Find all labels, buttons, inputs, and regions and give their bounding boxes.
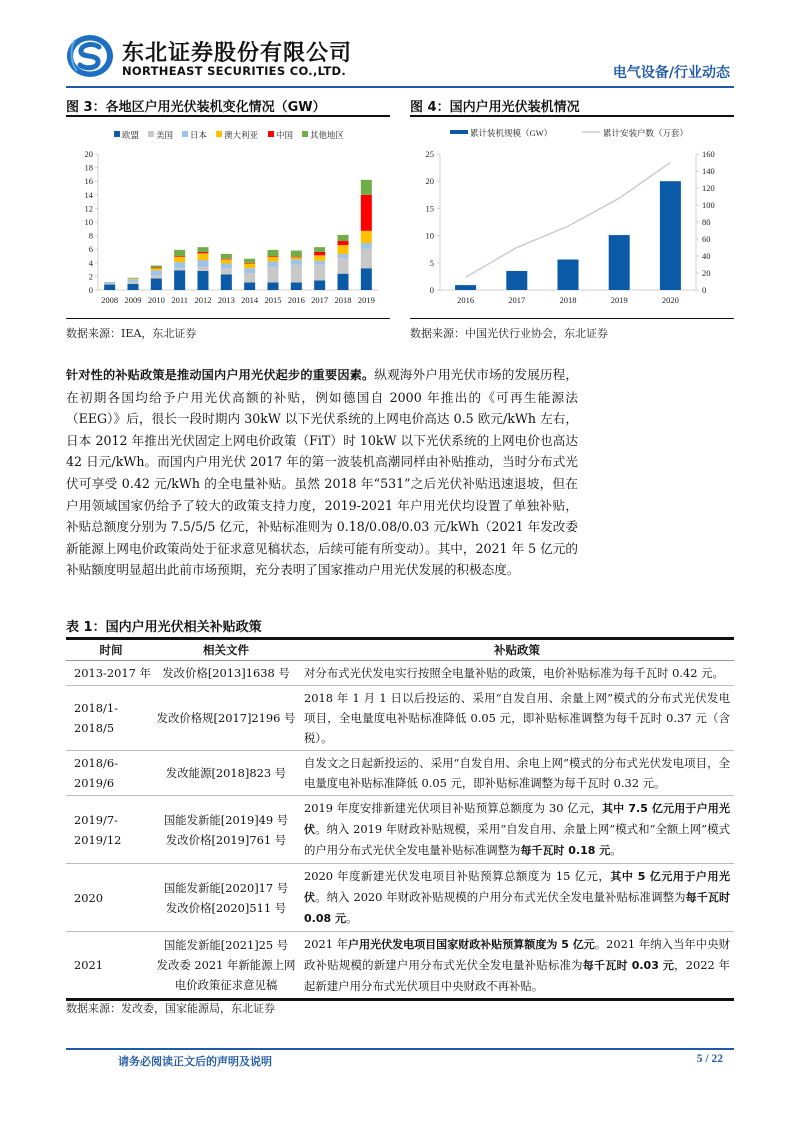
figure3-stacked-bar-chart — [66, 118, 390, 314]
legend-swatch-icon — [302, 131, 308, 137]
policy-text: 对分布式光伏发电实行按照全电量补贴的政策，电价补贴标准为每千瓦时 0.42 元。 — [304, 666, 724, 680]
legend-swatch-icon — [216, 131, 222, 137]
policy-highlight: 每千瓦时 0.03 元 — [582, 959, 675, 972]
document-reference: 发改能源[2018]823 号 — [165, 766, 287, 780]
cell-time: 2018/6-2019/6 — [66, 751, 156, 796]
bar-segment — [244, 259, 255, 263]
policy-highlight: 每千瓦时 0.18 元 — [520, 844, 611, 857]
bar-segment — [151, 278, 162, 290]
bar-segment — [198, 252, 209, 253]
page-number: 5 / 22 — [696, 1053, 723, 1065]
policy-text: 2021 年 — [304, 937, 349, 951]
bar-segment — [361, 249, 372, 269]
legend-label: 累计装机规模（GW） — [470, 128, 553, 138]
page-header — [66, 34, 734, 86]
bar-segment — [314, 247, 325, 252]
y-tick-label: 6 — [88, 244, 93, 255]
table-row — [66, 864, 734, 932]
document-reference: 国能发新能[2020]17 号 — [163, 880, 289, 895]
policy-text: ，2022 年起新建户用分布式光伏项目中央财政不再补贴。 — [304, 958, 730, 993]
bar-segment — [361, 180, 372, 195]
bar-segment — [338, 254, 349, 258]
bar-stack-2014 — [244, 259, 255, 290]
policy-highlight: 每千瓦时 0.08 元 — [304, 891, 731, 925]
figure4-source-rule — [410, 318, 734, 319]
column-header-policy: 补贴政策 — [296, 639, 734, 661]
legend-item — [302, 130, 345, 140]
bar-segment — [361, 268, 372, 290]
bar-segment — [338, 258, 349, 274]
legend-label: 澳大利亚 — [224, 130, 259, 140]
document-reference: 发改价格[2019]761 号 — [165, 832, 287, 847]
document-reference: 国能发新能[2021]25 号 — [163, 938, 289, 952]
cell-document — [156, 864, 296, 932]
x-tick-label: 2012 — [194, 295, 212, 305]
table-row — [66, 796, 734, 864]
bar-segment — [221, 259, 232, 260]
bar-segment — [151, 270, 162, 275]
figure3-source: 数据来源：IEA，东北证券 — [66, 327, 197, 340]
x-tick-label: 2011 — [171, 295, 189, 305]
y-tick-label: 15 — [425, 203, 434, 214]
table1-source: 数据来源：发改委，国家能源局，东北证券 — [66, 1002, 275, 1015]
bar-stack-2015 — [268, 250, 279, 290]
bar-segment — [128, 284, 139, 290]
document-reference: 发改价格[2020]511 号 — [165, 900, 287, 915]
bar-segment — [151, 268, 162, 269]
y2-tick-label: 60 — [702, 234, 711, 244]
legend-item — [582, 128, 688, 138]
x-tick-label: 2013 — [217, 295, 235, 305]
legend-item — [182, 130, 208, 140]
bar-stack-2019 — [361, 180, 372, 290]
cell-time: 2019/7-2019/12 — [66, 796, 156, 864]
policy-text: 。纳入 2020 年财政补贴规模的户用分布式光伏全发电量补贴标准调整为 — [315, 890, 686, 904]
legend-swatch-icon — [450, 130, 468, 134]
bar-segment — [221, 254, 232, 259]
bar-segment — [291, 265, 302, 283]
bar-segment — [221, 259, 232, 263]
bar-stack-2010 — [151, 266, 162, 290]
bar-segment — [174, 262, 185, 268]
legend-label: 欧盟 — [122, 130, 140, 140]
legend-item — [450, 128, 552, 138]
bar-segment — [104, 283, 115, 284]
bar-segment — [268, 267, 279, 283]
bar-stack-2011 — [174, 250, 185, 290]
legend-swatch-icon — [148, 131, 154, 137]
cell-document — [156, 686, 296, 751]
cell-time: 2020 — [66, 864, 156, 932]
bar-segment — [128, 278, 139, 279]
x-tick-label: 2017 — [508, 295, 526, 305]
bar-segment — [361, 243, 372, 248]
x-tick-label: 2017 — [311, 295, 329, 305]
bar-segment — [128, 278, 139, 279]
bar-segment — [221, 274, 232, 290]
legend-item — [148, 130, 174, 140]
x-tick-label: 2018 — [334, 295, 352, 305]
y-tick-label: 0 — [88, 285, 93, 295]
legend-swatch-icon — [268, 131, 274, 137]
legend-label: 日本 — [190, 130, 208, 140]
y2-tick-label: 0 — [702, 285, 707, 295]
bar-segment — [268, 256, 279, 257]
figure4-title-rule — [410, 115, 734, 117]
table-row — [66, 932, 734, 1000]
legend-swatch-icon — [114, 131, 120, 137]
bar-segment — [174, 268, 185, 270]
y-tick-label: 14 — [84, 189, 93, 200]
bar-segment — [151, 276, 162, 279]
bar-segment — [198, 267, 209, 271]
body-paragraph — [66, 364, 578, 581]
y-tick-label: 20 — [84, 149, 93, 159]
legend-label: 中国 — [276, 130, 294, 140]
legend-swatch-icon — [182, 131, 188, 137]
cell-document — [156, 796, 296, 864]
bar-stack-2017 — [314, 247, 325, 290]
bar-2019 — [609, 235, 630, 290]
policy-text: 。 — [610, 843, 622, 857]
table1-title: 表 1：国内户用光伏相关补贴政策 — [66, 620, 262, 635]
bar-segment — [198, 247, 209, 252]
y-tick-label: 5 — [429, 257, 434, 268]
bar-segment — [244, 263, 255, 268]
bar-segment — [268, 261, 279, 266]
bar-stack-2008 — [104, 282, 115, 290]
bar-segment — [198, 253, 209, 260]
y-tick-label: 12 — [84, 203, 93, 214]
bar-segment — [151, 266, 162, 268]
bar-segment — [151, 268, 162, 270]
bar-segment — [314, 280, 325, 290]
figure3-title-rule — [66, 115, 390, 117]
y-tick-label: 16 — [84, 176, 93, 187]
company-name-cn: 东北证券股份有限公司 — [122, 41, 353, 66]
y2-tick-label: 20 — [702, 268, 711, 278]
bar-2020 — [660, 181, 681, 290]
bar-segment — [128, 282, 139, 284]
x-tick-label: 2009 — [124, 295, 142, 305]
bar-2018 — [558, 260, 579, 290]
bar-stack-2013 — [221, 254, 232, 290]
cell-policy — [296, 751, 734, 796]
table-row — [66, 686, 734, 751]
bar-segment — [291, 257, 302, 259]
y-tick-label: 10 — [84, 217, 93, 227]
bar-segment — [291, 259, 302, 264]
legend-label: 其他地区 — [310, 130, 345, 140]
y2-tick-label: 160 — [702, 149, 715, 159]
bar-segment — [338, 245, 349, 254]
bar-segment — [198, 260, 209, 267]
x-tick-label: 2015 — [264, 295, 282, 305]
header-divider — [66, 86, 734, 88]
cell-time: 2013-2017 年 — [66, 661, 156, 686]
bar-2017 — [506, 271, 527, 290]
bar-segment — [198, 271, 209, 290]
bar-2016 — [455, 285, 476, 290]
footer-divider — [66, 1048, 734, 1050]
bar-stack-2009 — [128, 278, 139, 290]
x-tick-label: 2008 — [101, 295, 119, 305]
policy-highlight: 户用光伏发电项目国家财政补贴预算额度为 5 亿元 — [348, 938, 595, 951]
policy-text: 2019 年度安排新建光伏项目补贴预算总额度为 30 亿元， — [304, 801, 602, 815]
policy-text: 2020 年度新建光伏发电项目补贴预算总额度为 15 亿元， — [304, 869, 611, 883]
bar-segment — [104, 285, 115, 290]
bar-segment — [291, 251, 302, 257]
bar-segment — [338, 274, 349, 290]
x-tick-label: 2020 — [661, 295, 679, 305]
policy-text: 2018 年 1 月 1 日以后投运的、采用“自发自用、余量上网”模式的分布式光伏发电项目，全电量度电补贴标准降低 0.05 元，即补贴标准调整为每千瓦时 0.37 元（含税）。 — [304, 691, 730, 745]
y-tick-label: 18 — [84, 162, 93, 173]
cell-document — [156, 661, 296, 686]
table-row — [66, 751, 734, 796]
legend-item — [114, 130, 140, 140]
bar-segment — [244, 273, 255, 283]
figure4-title: 图 4：国内户用光伏装机情况 — [410, 100, 580, 115]
bar-segment — [268, 257, 279, 262]
cell-policy — [296, 932, 734, 1000]
y-tick-label: 8 — [88, 230, 93, 241]
document-reference: 国能发新能[2019]49 号 — [163, 812, 289, 827]
bar-segment — [244, 268, 255, 273]
y2-tick-label: 40 — [702, 251, 711, 261]
bar-segment — [221, 263, 232, 268]
bar-segment — [128, 279, 139, 282]
cell-policy — [296, 864, 734, 932]
figure3-source-rule — [66, 318, 390, 319]
table-header-row — [66, 639, 734, 661]
bar-segment — [338, 241, 349, 245]
policy-highlight: 其中 5 亿元用于户用光伏 — [304, 870, 730, 904]
policy-highlight: 其中 7.5 亿元用于户用光伏 — [304, 802, 730, 836]
cell-policy — [296, 686, 734, 751]
legend-label: 累计安装户数（万套） — [603, 128, 689, 138]
bar-segment — [291, 283, 302, 290]
x-tick-label: 2016 — [287, 295, 305, 305]
bar-stack-2018 — [338, 235, 349, 290]
column-header-document: 相关文件 — [156, 639, 296, 661]
policy-text: 。2021 年纳入当年中央财政补贴规模的新建户用分布式光伏全发电量补贴标准为 — [304, 937, 731, 972]
document-reference: 发改价格规[2017]2196 号 — [156, 711, 296, 725]
policy-text: 。 — [345, 911, 358, 925]
y2-tick-label: 140 — [702, 166, 715, 176]
bar-segment — [244, 263, 255, 264]
y-tick-label: 20 — [425, 176, 434, 187]
cell-policy — [296, 796, 734, 864]
paragraph-body: 纵观海外户用光伏市场的发展历程，在初期各国均给予户用光伏高额的补贴，例如德国自 2000 年推出的《可再生能源法（EEG）》后，很长一段时期内 30kW 以下光伏系统的上网电价高达 0.5 欧元/kWh 左右，日本 2012 年推出光伏固定上网电价政策（FiT）时 10kW 以下光伏系统的上网电价也高达 42 日元/kWh。而国内户用光伏 2017 年的第一波装机高潮同样由补贴推动，当时分布式光伏可享受 0.42 元/kWh 的全电量补贴。虽然 2018 年“531”之后光伏补贴迅速退坡，但在户用领域国家仍给予了较大的政策支持力度，2019-2021 年户用光伏均设置了单独补贴，补贴总额度分别为 7.5/5/5 亿元，补贴标准则为 0.18/0.08/0.03 元/kWh（2021 年发改委新能源上网电价政策尚处于征求意见稿状态，后续可能有所变动）。其中，2021 年 5 亿元的补贴额度明显超出此前市场预期，充分表明了国家推动户用光伏发展的积极态度。 — [66, 367, 579, 578]
bar-segment — [361, 195, 372, 231]
y-tick-label: 4 — [88, 257, 93, 268]
x-tick-label: 2018 — [559, 295, 577, 305]
y-tick-label: 0 — [429, 285, 434, 295]
bar-segment — [314, 255, 325, 260]
footer-disclaimer-note: 请务必阅读正文后的声明及说明 — [118, 1055, 272, 1068]
bar-segment — [268, 250, 279, 256]
y2-tick-label: 100 — [702, 200, 715, 210]
x-tick-label: 2019 — [610, 295, 628, 305]
bar-segment — [174, 256, 185, 257]
bar-segment — [174, 257, 185, 262]
cell-document — [156, 751, 296, 796]
document-reference: 发改价格[2013]1638 号 — [162, 666, 290, 680]
cell-time: 2021 — [66, 932, 156, 1000]
northeast-securities-logo-icon — [66, 34, 114, 78]
legend-label: 美国 — [156, 130, 174, 140]
company-name-en: NORTHEAST SECURITIES CO.,LTD. — [122, 64, 346, 78]
bar-segment — [314, 265, 325, 281]
bar-segment — [104, 284, 115, 285]
bar-segment — [268, 283, 279, 290]
bar-segment — [174, 270, 185, 290]
bar-segment — [244, 283, 255, 290]
x-tick-label: 2019 — [357, 295, 375, 305]
cell-policy — [296, 661, 734, 686]
y-tick-label: 25 — [425, 149, 434, 159]
figure3-title: 图 3：各地区户用光伏装机变化情况（GW） — [66, 100, 326, 115]
figure4-source: 数据来源：中国光伏行业协会，东北证券 — [410, 327, 608, 340]
x-tick-label: 2014 — [241, 295, 259, 305]
bar-segment — [361, 231, 372, 243]
policy-text: 自发文之日起新投运的、采用“自发自用、余电上网”模式的分布式光伏发电项目，全电量度电补贴标准降低 0.05 元，即补贴标准调整为每千瓦时 0.32 元。 — [304, 756, 730, 790]
column-header-time: 时间 — [66, 639, 156, 661]
bar-stack-2012 — [198, 247, 209, 290]
x-tick-label: 2010 — [147, 295, 165, 305]
y-tick-label: 2 — [88, 271, 93, 282]
cell-time: 2018/1-2018/5 — [66, 686, 156, 751]
y-tick-label: 10 — [425, 230, 434, 241]
bar-segment — [314, 261, 325, 265]
bar-segment — [314, 252, 325, 255]
industry-tag: 电气设备/行业动态 — [612, 65, 730, 81]
subsidy-policy-table — [66, 637, 734, 1001]
bar-segment — [338, 235, 349, 241]
bar-segment — [221, 268, 232, 274]
cell-document — [156, 932, 296, 1000]
figure4-bar-line-chart — [410, 118, 734, 314]
legend-item — [216, 130, 259, 140]
legend-item — [268, 130, 294, 140]
x-tick-label: 2016 — [457, 295, 475, 305]
table-row — [66, 661, 734, 686]
y2-tick-label: 80 — [702, 217, 711, 227]
paragraph-lead: 针对性的补贴政策是推动国内户用光伏起步的重要因素。 — [66, 368, 375, 382]
bar-segment — [291, 257, 302, 258]
bar-segment — [174, 250, 185, 256]
bar-stack-2016 — [291, 251, 302, 290]
document-reference: 发改委 2021 年新能源上网电价政策征求意见稿 — [156, 958, 296, 992]
y2-tick-label: 120 — [702, 183, 715, 193]
policy-text: 。纳入 2019 年财政补贴规模，采用“自发自用、余量上网”模式和“全额上网”模式的户用分布式光伏全发电量补贴标准调整为 — [304, 822, 731, 857]
